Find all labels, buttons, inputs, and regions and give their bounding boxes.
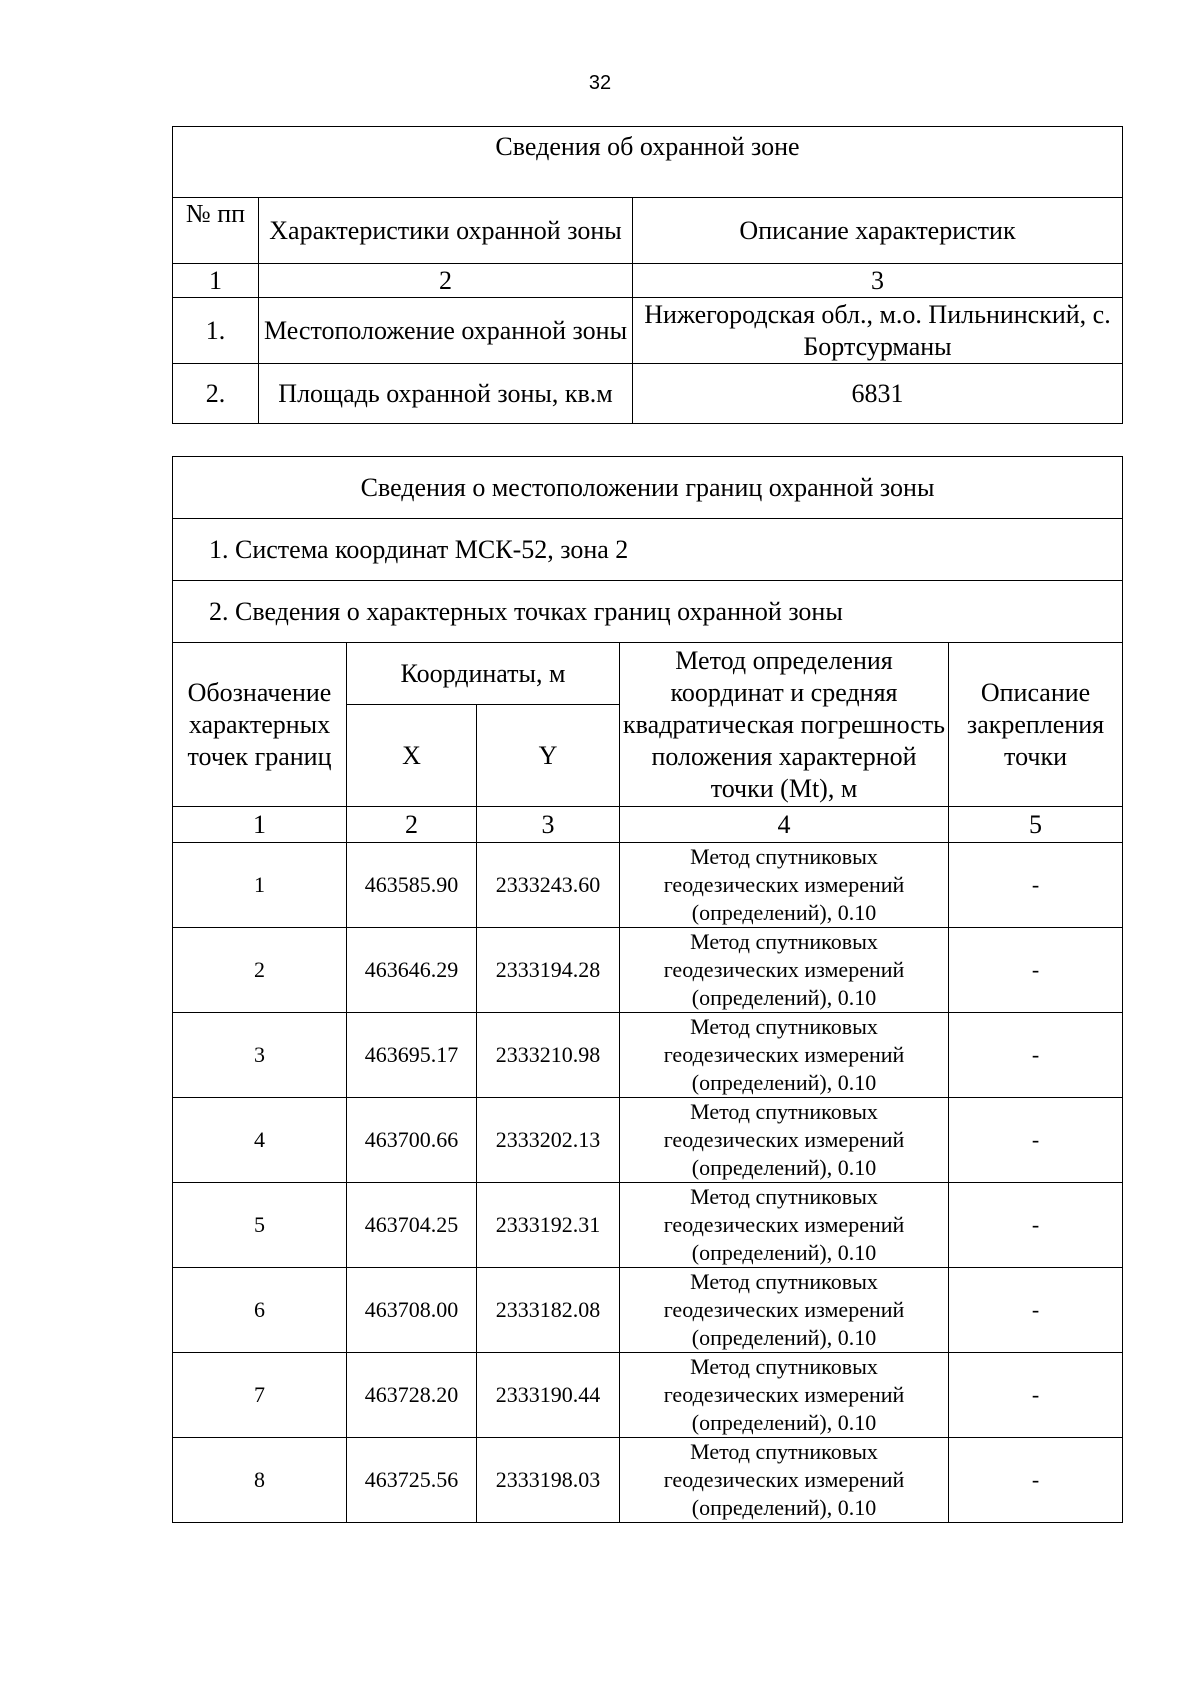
zone-info-table	[172, 126, 1123, 424]
point-fixing: -	[949, 928, 1123, 1013]
point-x: 463708.00	[347, 1268, 477, 1353]
row-characteristic: Площадь охранной зоны, кв.м	[259, 364, 633, 424]
point-id: 3	[173, 1013, 347, 1098]
point-fixing: -	[949, 843, 1123, 928]
point-id: 6	[173, 1268, 347, 1353]
row-description: 6831	[633, 364, 1123, 424]
point-id: 5	[173, 1183, 347, 1268]
point-fixing: -	[949, 1183, 1123, 1268]
point-method: Метод спутниковых геодезических измерений (определений), 0.10	[620, 1353, 949, 1438]
table-row	[173, 1013, 1123, 1098]
row-num: 1.	[173, 298, 259, 364]
point-id: 1	[173, 843, 347, 928]
point-y: 2333192.31	[477, 1183, 620, 1268]
boundaries-table	[172, 456, 1123, 1523]
header-num: № пп	[173, 198, 259, 264]
header-coordinates: Координаты, м	[347, 643, 620, 705]
point-fixing: -	[949, 1013, 1123, 1098]
point-method: Метод спутниковых геодезических измерений (определений), 0.10	[620, 1098, 949, 1183]
header-designation: Обозначение характерных точек границ	[173, 643, 347, 807]
column-number: 1	[173, 264, 259, 298]
table-row	[173, 1438, 1123, 1523]
point-fixing: -	[949, 1268, 1123, 1353]
point-id: 7	[173, 1353, 347, 1438]
point-method: Метод спутниковых геодезических измерений (определений), 0.10	[620, 928, 949, 1013]
row-characteristic: Местоположение охранной зоны	[259, 298, 633, 364]
point-method: Метод спутниковых геодезических измерений (определений), 0.10	[620, 1438, 949, 1523]
point-y: 2333202.13	[477, 1098, 620, 1183]
points-title: 2. Сведения о характерных точках границ охранной зоны	[173, 581, 1123, 643]
header-description: Описание характеристик	[633, 198, 1123, 264]
point-y: 2333190.44	[477, 1353, 620, 1438]
point-y: 2333198.03	[477, 1438, 620, 1523]
row-num: 2.	[173, 364, 259, 424]
point-method: Метод спутниковых геодезических измерений (определений), 0.10	[620, 1183, 949, 1268]
coordinate-system: 1. Система координат МСК-52, зона 2	[173, 519, 1123, 581]
row-description: Нижегородская обл., м.о. Пильнинский, с. Бортсурманы	[633, 298, 1123, 364]
header-fixing: Описание закрепления точки	[949, 643, 1123, 807]
boundaries-title: Сведения о местоположении границ охранной зоны	[173, 457, 1123, 519]
column-number: 3	[477, 807, 620, 843]
table-row	[173, 928, 1123, 1013]
column-number: 4	[620, 807, 949, 843]
table-row	[173, 1183, 1123, 1268]
point-x: 463700.66	[347, 1098, 477, 1183]
column-number: 2	[347, 807, 477, 843]
point-method: Метод спутниковых геодезических измерений (определений), 0.10	[620, 1268, 949, 1353]
header-method: Метод определения координат и средняя квадратическая погрешность положения характерной точки (Mt), м	[620, 643, 949, 807]
point-x: 463646.29	[347, 928, 477, 1013]
zone-info-title: Сведения об охранной зоне	[173, 127, 1123, 198]
point-x: 463585.90	[347, 843, 477, 928]
point-fixing: -	[949, 1438, 1123, 1523]
point-fixing: -	[949, 1098, 1123, 1183]
point-id: 4	[173, 1098, 347, 1183]
column-number: 3	[633, 264, 1123, 298]
point-y: 2333243.60	[477, 843, 620, 928]
table-row	[173, 1353, 1123, 1438]
column-number: 1	[173, 807, 347, 843]
point-x: 463725.56	[347, 1438, 477, 1523]
table-row	[173, 1098, 1123, 1183]
header-x: X	[347, 705, 477, 807]
header-characteristic: Характеристики охранной зоны	[259, 198, 633, 264]
point-method: Метод спутниковых геодезических измерений (определений), 0.10	[620, 1013, 949, 1098]
point-y: 2333182.08	[477, 1268, 620, 1353]
point-method: Метод спутниковых геодезических измерений (определений), 0.10	[620, 843, 949, 928]
header-y: Y	[477, 705, 620, 807]
point-x: 463728.20	[347, 1353, 477, 1438]
point-id: 8	[173, 1438, 347, 1523]
point-x: 463695.17	[347, 1013, 477, 1098]
page-number: 32	[588, 72, 612, 94]
point-x: 463704.25	[347, 1183, 477, 1268]
point-id: 2	[173, 928, 347, 1013]
table-row	[173, 1268, 1123, 1353]
point-y: 2333194.28	[477, 928, 620, 1013]
column-number: 5	[949, 807, 1123, 843]
column-number: 2	[259, 264, 633, 298]
point-fixing: -	[949, 1353, 1123, 1438]
table-row	[173, 843, 1123, 928]
point-y: 2333210.98	[477, 1013, 620, 1098]
